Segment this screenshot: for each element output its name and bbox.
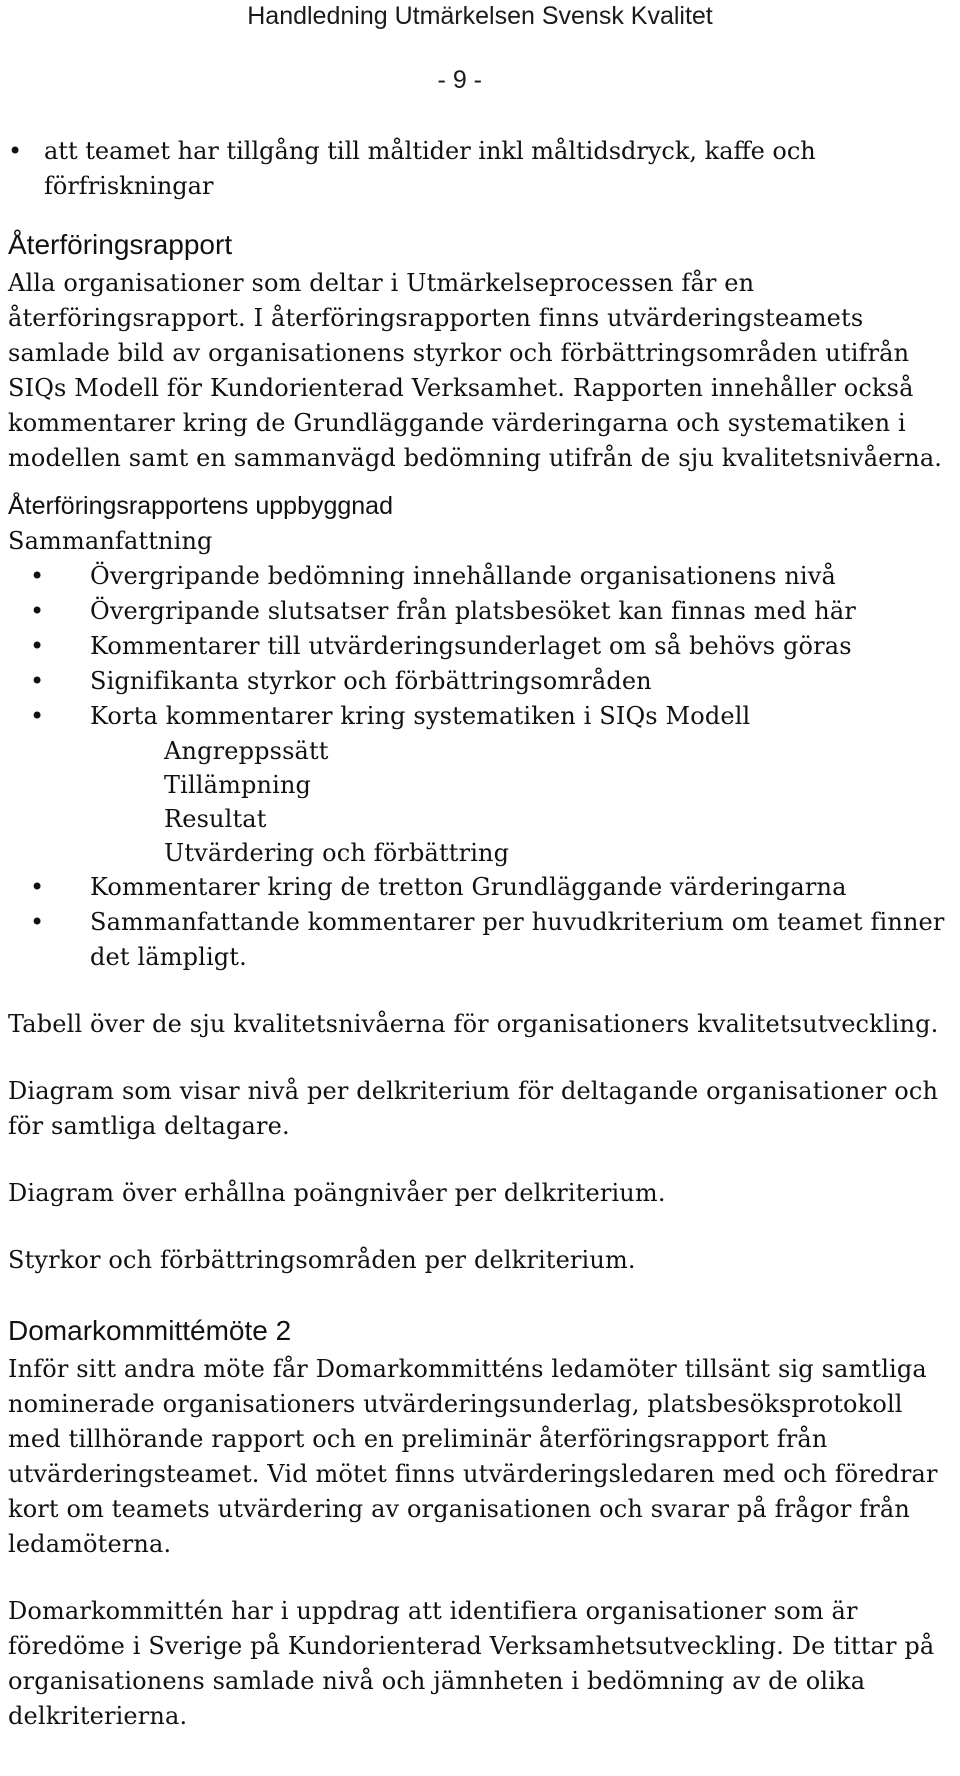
list-item: [8, 870, 958, 905]
section-paragraph-domarkommittemote-2: Domarkommittén har i uppdrag att identifiera organisationer som är föredöme i Sverige på Kundorienterad Verksamhetsutveckling. De tittar på organisationens samlade nivå och jämnheten i bedömning av de olika delkriterierna.: [8, 1597, 935, 1730]
bullet-marker: •: [30, 908, 45, 936]
bullet-marker: •: [30, 702, 45, 730]
sub-list-item: Utvärdering och förbättring: [164, 839, 510, 867]
bullet-marker: •: [30, 632, 45, 660]
list-item: [8, 629, 958, 664]
paragraph-diagram-level: Diagram som visar nivå per delkriterium för deltagande organisationer och för samtliga deltagare.: [8, 1077, 939, 1140]
section-paragraph-domarkommittemote-1: Inför sitt andra möte får Domarkommitténs ledamöter tillsänt sig samtliga nominerade organisationers utvärderingsunderlag, platsbesöksprotokoll med tillhörande rapport och en preliminär återföringsrapport från utvärderingsteamet. Vid mötet finns utvärderingsledaren med och föredrar kort om teamets utvärdering av organisationen och svarar på frågor från ledamöterna.: [8, 1355, 938, 1558]
bullet-marker: •: [30, 667, 45, 695]
section-paragraph-aterforingsrapport: Alla organisationer som deltar i Utmärkelseprocessen får en återföringsrapport. I återföringsrapporten finns utvärderingsteamets samlade bild av organisationens styrkor och förbättringsområden utifrån SIQs Modell för Kundorienterad Verksamhet. Rapporten innehåller också kommentarer kring de Grundläggande värderingarna och systematiken i modellen samt en sammanvägd bedömning utifrån de sju kvalitetsnivåerna.: [8, 269, 943, 472]
summary-label: Sammanfattning: [8, 527, 213, 555]
list-item-text: Övergripande slutsatser från platsbesöket kan finnas med här: [90, 597, 856, 625]
paragraph-strengths: Styrkor och förbättringsområden per delkriterium.: [8, 1246, 636, 1274]
paragraph-table-note: Tabell över de sju kvalitetsnivåerna för organisationers kvalitetsutveckling.: [8, 1010, 939, 1038]
list-item: [8, 905, 958, 975]
list-item-text: Sammanfattande kommentarer per huvudkriterium om teamet finner det lämpligt.: [90, 908, 945, 971]
list-item-text: Korta kommentarer kring systematiken i SIQs Modell: [90, 702, 751, 730]
list-item-text: Övergripande bedömning innehållande organisationens nivå: [90, 562, 836, 590]
list-item: [8, 664, 958, 699]
list-item-text: Signifikanta styrkor och förbättringsområden: [90, 667, 652, 695]
sub-list-item: Angreppssätt: [164, 737, 329, 765]
list-item: [8, 699, 958, 734]
document-header-title: Handledning Utmärkelsen Svensk Kvalitet: [247, 2, 713, 30]
sub-list-item: Tillämpning: [164, 771, 312, 799]
sub-list-item: Resultat: [164, 805, 267, 833]
intro-bullet-text: att teamet har tillgång till måltider inkl måltidsdryck, kaffe och förfriskningar: [44, 137, 816, 200]
subsection-heading-uppbyggnad: Återföringsrapportens uppbyggnad: [8, 492, 393, 520]
paragraph-diagram-points: Diagram över erhållna poängnivåer per delkriterium.: [8, 1179, 666, 1207]
intro-bullet-item: [8, 134, 958, 204]
bullet-marker: •: [30, 873, 45, 901]
bullet-marker: •: [30, 562, 45, 590]
page-number: - 9 -: [437, 66, 482, 94]
document-body: [8, 134, 958, 1734]
section-heading-aterforingsrapport: Återföringsrapport: [8, 229, 233, 260]
list-item-text: Kommentarer till utvärderingsunderlaget om så behövs göras: [90, 632, 852, 660]
section-heading-domarkommittemote: Domarkommittémöte 2: [8, 1315, 292, 1346]
bullet-list-b: [8, 870, 958, 975]
list-item-text: Kommentarer kring de tretton Grundläggande värderingarna: [90, 873, 847, 901]
list-item: [8, 594, 958, 629]
bullet-marker: •: [30, 597, 45, 625]
bullet-marker: •: [8, 137, 23, 165]
list-item: [8, 559, 958, 594]
bullet-list-a: [8, 559, 958, 734]
